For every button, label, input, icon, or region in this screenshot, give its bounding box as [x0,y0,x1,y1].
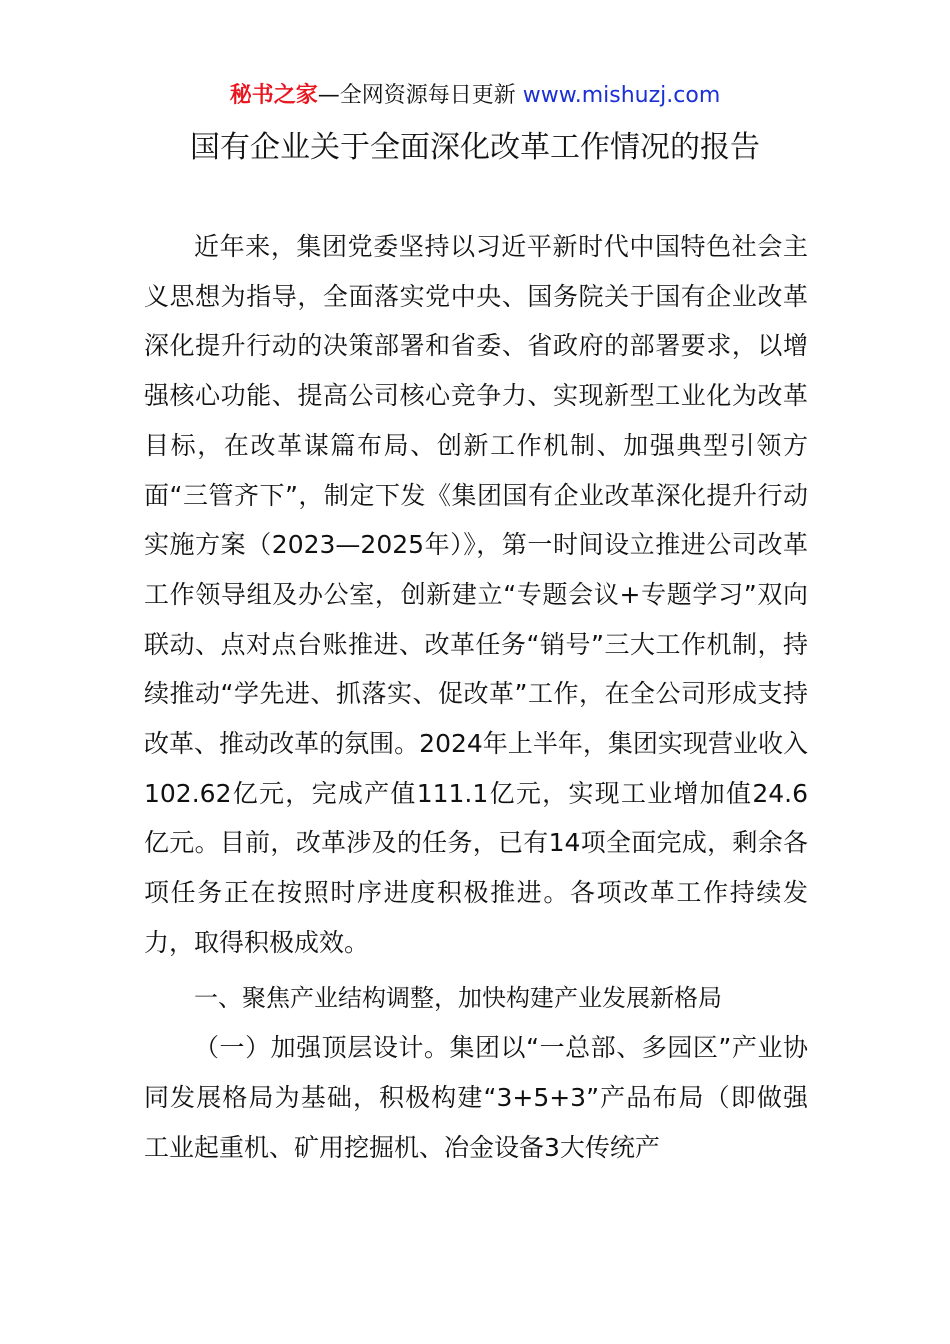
subsection-paragraph: （一）加强顶层设计。集团以“一总部、多园区”产业协同发展格局为基础，积极构建“3+5+3”产品布局（即做强工业起重机、矿用挖掘机、冶金设备3大传统产 [144,1033,808,1162]
document-title: 国有企业关于全面深化改革工作情况的报告 [190,130,760,165]
site-header [0,80,950,112]
section-heading: 一、聚焦产业结构调整，加快构建产业发展新格局 [194,983,722,1012]
intro-paragraph: 近年来，集团党委坚持以习近平新时代中国特色社会主义思想为指导，全面落实党中央、国务院关于国有企业改革深化提升行动的决策部署和省委、省政府的部署要求，以增强核心功能、提高公司核心竞争力、实现新型工业化为改革目标，在改革谋篇布局、创新工作机制、加强典型引领方面“三管齐下”，制定下发《集团国有企业改革深化提升行动实施方案（2023—2025年）》，第一时间设立推进公司改革工作领导组及办公室，创新建立“专题会议+专题学习”双向联动、点对点台账推进、改革任务“销号”三大工作机制，持续推动“学先进、抓落实、促改革”工作，在全公司形成支持改革、推动改革的氛围。2024年上半年，集团实现营业收入102.62亿元，完成产值111.1亿元，实现工业增加值24.6亿元。目前，改革涉及的任务，已有14项全面完成，剩余各项任务正在按照时序进度积极推进。各项改革工作持续发力，取得积极成效。 [144,232,808,957]
site-url-link[interactable]: www.mishuzj.com [522,83,721,108]
document-body [144,222,808,1172]
header-slogan: —全网资源每日更新 [317,83,516,108]
brand-name[interactable]: 秘书之家 [229,83,318,108]
